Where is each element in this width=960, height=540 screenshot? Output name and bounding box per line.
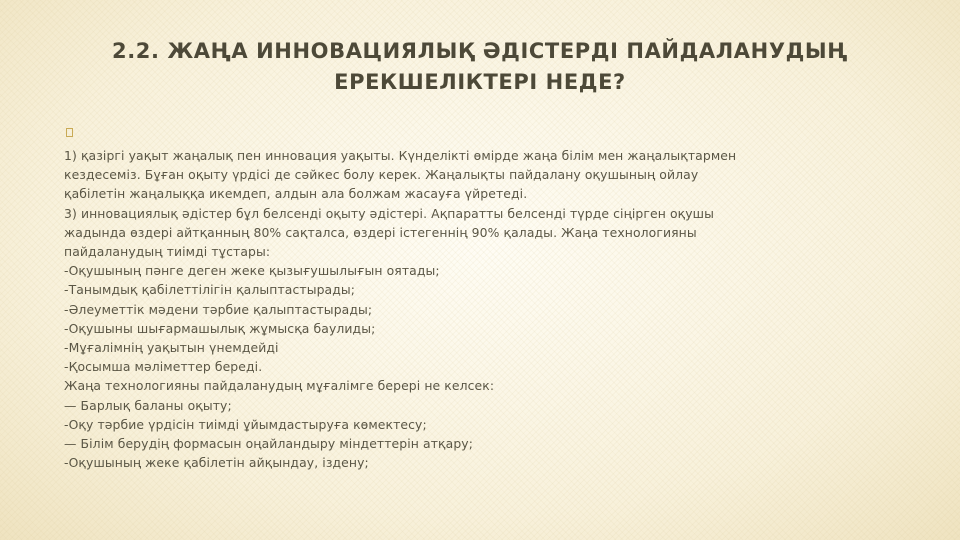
body-line: -Оқу тәрбие үрдісін тиімді ұйымдастыруға көмектесу; xyxy=(64,416,427,432)
body-line: жадында өздері айтқанның 80% сақталса, өздері істегеннің 90% қалады. Жаңа технологияны xyxy=(64,224,697,240)
body-line: қабілетін жаңалыққа икемдеп, алдын ала болжам жасауға үйретеді. xyxy=(64,186,528,202)
body-line: — Білім берудің формасын оңайландыру міндеттерін атқару; xyxy=(64,436,473,452)
square-bullet-icon xyxy=(66,128,73,137)
body-line: кездесеміз. Бұған оқыту үрдісі де сәйкес болу керек. Жаңалықты пайдалану оқушының ойлау xyxy=(64,167,699,183)
body-line: -Қосымша мәліметтер береді. xyxy=(64,359,263,375)
body-line: -Оқушыны шығармашылық жұмысқа баулиды; xyxy=(64,320,376,336)
body-line: Жаңа технологияны пайдаланудың мұғалімге берері не келсек: xyxy=(64,378,495,394)
slide-title-line-1: 2.2. ЖАҢА ИННОВАЦИЯЛЫҚ ӘДІСТЕРДІ ПАЙДАЛАНУДЫҢ xyxy=(112,39,848,63)
slide-body-text xyxy=(64,146,944,472)
body-line: пайдаланудың тиімді тұстары: xyxy=(64,244,271,260)
body-line: 3) инновациялық әдістер бұл белсенді оқыту әдістері. Ақпаратты белсенді түрде сіңірген оқушы xyxy=(64,205,714,221)
slide-title-line-2: ЕРЕКШЕЛІКТЕРІ НЕДЕ? xyxy=(334,70,626,94)
body-line: -Оқушының жеке қабілетін айқындау, іздену; xyxy=(64,455,369,471)
body-line: 1) қазіргі уақыт жаңалық пен инновация уақыты. Күнделікті өмірде жаңа білім мен жаңалықтармен xyxy=(64,148,737,163)
slide-title xyxy=(40,36,920,98)
body-line: -Танымдық қабілеттілігін қалыптастырады; xyxy=(64,282,356,298)
body-line: -Оқушының пәнге деген жеке қызығушылығын оятады; xyxy=(64,263,440,279)
body-line: -Әлеуметтік мәдени тәрбие қалыптастырады; xyxy=(64,301,373,317)
body-line: -Мұғалімнің уақытын үнемдейді xyxy=(64,340,279,356)
body-line: — Барлық баланы оқыту; xyxy=(64,397,232,413)
